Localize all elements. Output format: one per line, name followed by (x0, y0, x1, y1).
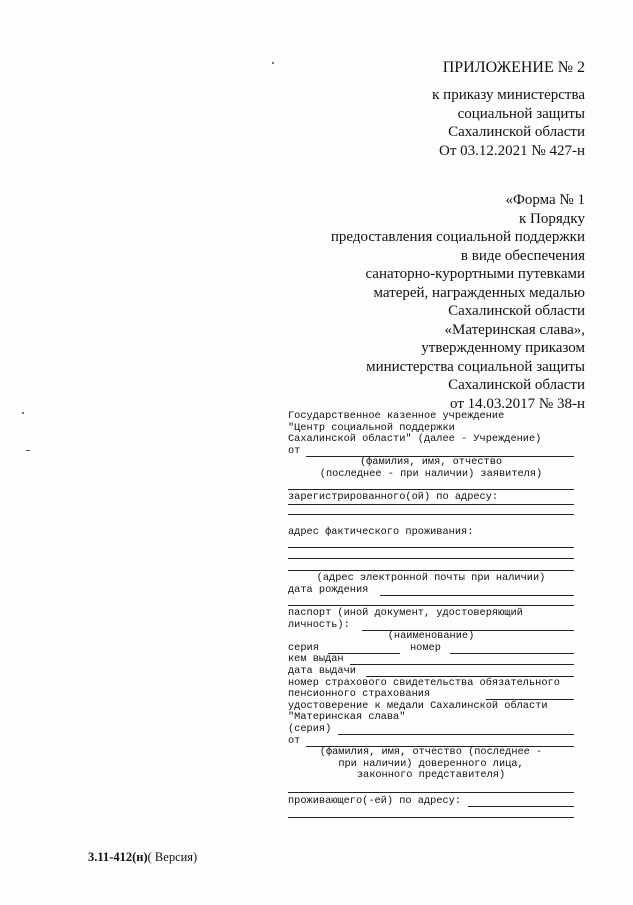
document-version: ( Версия) (147, 850, 198, 864)
appendix-line: социальной защиты (457, 105, 585, 122)
passport-label-2: личность): (288, 618, 350, 631)
form-ref-line: в виде обеспечения (460, 247, 585, 264)
residing-address-field-2[interactable] (288, 817, 574, 818)
form-ref-line: утвержденному приказом (421, 340, 585, 356)
form-ref-line: к Порядку (519, 210, 585, 227)
representative-hint: законного представителя) (356, 769, 506, 782)
scan-speck (272, 62, 274, 64)
institution-line: Сахалинской области" (далее - Учреждение) (288, 433, 542, 446)
blank-row (288, 782, 574, 794)
passport-label: паспорт (иной документ, удостоверяющий (288, 607, 523, 620)
appendix-title: ПРИЛОЖЕНИЕ № 2 (442, 59, 585, 76)
registered-address-row (288, 492, 574, 504)
actual-address-label: адрес фактического проживания: (288, 525, 474, 538)
email-hint: (адрес электронной почты при наличии) (316, 572, 546, 585)
registered-address-label: зарегистрированного(ой) по адресу: (288, 491, 499, 504)
form-ref-line: министерства социальной защиты (366, 358, 585, 375)
representative-hint: при наличии) доверенного лица, (338, 757, 524, 770)
fio-hint: (фамилия, имя, отчество (359, 456, 503, 469)
form-ref-line: Сахалинской области (448, 303, 585, 319)
actual-address-row (288, 527, 574, 539)
appendix-line: Сахалинской области (448, 124, 585, 140)
blank-row (288, 807, 574, 819)
form-ref-line: матерей, награжденных медалью (373, 284, 585, 301)
form-ref-line: «Форма № 1 (505, 192, 585, 208)
representative-hint: (фамилия, имя, отчество (последнее - (319, 746, 543, 759)
snils-label-2: пенсионного страхования (288, 688, 431, 701)
institution-line: Государственное казенное учреждение (288, 410, 505, 422)
snils-label: номер страхового свидетельства обязательного (288, 676, 560, 689)
blank-line[interactable] (288, 605, 574, 606)
series-label: серия (288, 641, 319, 654)
form-ref-line: Сахалинской области (448, 377, 585, 393)
issued-by-label: кем выдан (288, 653, 344, 666)
representative-name-field-2[interactable] (288, 792, 574, 793)
document-code: 3.11-412(н) (88, 850, 148, 864)
medal-label: удостоверение к медали Сахалинской области (288, 699, 548, 712)
appendix-line: к приказу министерства (432, 87, 585, 103)
birth-date-label: дата рождения (288, 583, 369, 596)
from-label-2: от (288, 734, 301, 747)
medal-label-2: "Материнская слава" (288, 711, 406, 724)
form-reference-header (331, 191, 585, 413)
residing-address-label: проживающего(-ей) по адресу: (288, 794, 462, 807)
form-ref-line: предоставления социальной поддержки (330, 229, 585, 245)
blank-row (288, 550, 574, 562)
birth-date-row (288, 585, 574, 597)
application-form (288, 411, 574, 819)
institution-line: "Центр социальной поддержки (288, 421, 455, 434)
appendix-header (432, 58, 585, 160)
number-label: номер (410, 641, 441, 654)
medal-series-row (288, 724, 574, 736)
blank-row (288, 504, 574, 516)
from-label: от (288, 444, 301, 457)
document-footer (88, 850, 197, 865)
scan-speck (22, 412, 24, 414)
form-ref-line: от 14.03.2017 № 38-н (450, 395, 585, 412)
appendix-line: От 03.12.2021 № 427-н (439, 142, 585, 159)
blank-row (288, 539, 574, 551)
medal-series-label: (серия) (288, 723, 332, 736)
residing-address-row (288, 796, 574, 808)
email-field[interactable] (288, 570, 574, 571)
form-ref-line: санаторно-курортными путевками (365, 266, 585, 282)
form-ref-line: «Материнская слава», (444, 321, 585, 338)
scan-speck (26, 450, 30, 451)
fio-hint: (последнее - при наличии) заявителя) (319, 467, 543, 480)
actual-address-field-2[interactable] (288, 558, 574, 559)
issue-date-label: дата выдачи (288, 665, 356, 678)
applicant-name-field-2[interactable] (288, 489, 574, 490)
name-hint: (наименование) (387, 630, 475, 643)
actual-address-field[interactable] (288, 547, 574, 548)
